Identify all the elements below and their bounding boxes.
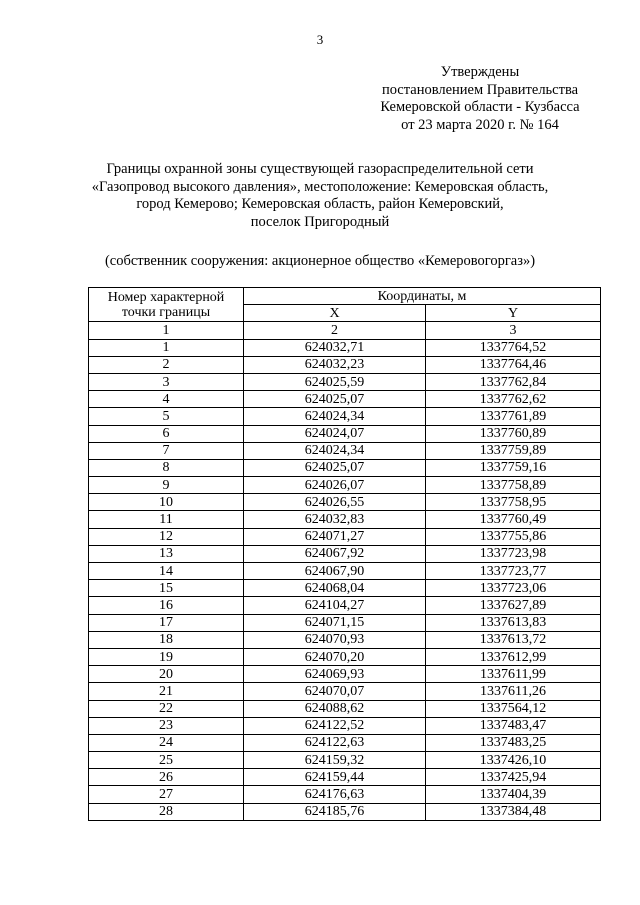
y-coordinate-cell: 1337762,84 (426, 373, 601, 390)
approval-line: Кемеровской области - Кузбасса (380, 99, 580, 115)
point-number-cell: 15 (89, 580, 244, 597)
approval-line: от 23 марта 2020 г. № 164 (401, 116, 559, 133)
point-number-cell: 20 (89, 666, 244, 683)
table-row (89, 614, 601, 631)
table-row (89, 545, 601, 562)
approval-block (360, 64, 600, 134)
header-point-line: Номер характерной (107, 289, 225, 305)
point-number-cell: 16 (89, 597, 244, 614)
column-number: 2 (244, 322, 426, 339)
approval-line: Утверждены (440, 64, 520, 80)
table-row (89, 786, 601, 803)
owner-note: (собственник сооружения: акционерное общество «Кемеровогоргаз») (104, 253, 536, 269)
table-row (89, 752, 601, 769)
header-point-number (89, 288, 244, 322)
coordinates-table (88, 287, 601, 821)
point-number-cell: 1 (89, 339, 244, 356)
y-coordinate-cell: 1337404,39 (426, 786, 601, 803)
x-coordinate-cell: 624026,07 (244, 477, 426, 494)
x-coordinate-cell: 624024,34 (244, 408, 426, 425)
table-row (89, 356, 601, 373)
x-coordinate-cell: 624088,62 (244, 700, 426, 717)
point-number-cell: 2 (89, 356, 244, 373)
x-coordinate-cell: 624068,04 (244, 580, 426, 597)
x-coordinate-cell: 624070,93 (244, 631, 426, 648)
point-number-cell: 5 (89, 408, 244, 425)
table-row (89, 391, 601, 408)
table-row (89, 511, 601, 528)
table-row (89, 803, 601, 820)
x-coordinate-cell: 624104,27 (244, 597, 426, 614)
y-coordinate-cell: 1337426,10 (426, 752, 601, 769)
y-coordinate-cell: 1337764,46 (426, 356, 601, 373)
table-row (89, 494, 601, 511)
y-coordinate-cell: 1337612,99 (426, 648, 601, 665)
y-coordinate-cell: 1337483,25 (426, 734, 601, 751)
point-number-cell: 28 (89, 803, 244, 820)
x-coordinate-cell: 624071,27 (244, 528, 426, 545)
y-coordinate-cell: 1337758,89 (426, 477, 601, 494)
x-coordinate-cell: 624067,92 (244, 545, 426, 562)
y-coordinate-cell: 1337425,94 (426, 769, 601, 786)
y-coordinate-cell: 1337723,06 (426, 580, 601, 597)
y-coordinate-cell: 1337764,52 (426, 339, 601, 356)
x-coordinate-cell: 624159,44 (244, 769, 426, 786)
table-row (89, 717, 601, 734)
table-row (89, 700, 601, 717)
point-number-cell: 12 (89, 528, 244, 545)
table-row (89, 580, 601, 597)
point-number-cell: 17 (89, 614, 244, 631)
table-header-row (89, 288, 601, 305)
y-coordinate-cell: 1337611,99 (426, 666, 601, 683)
column-number: 3 (426, 322, 601, 339)
y-coordinate-cell: 1337723,98 (426, 545, 601, 562)
x-coordinate-cell: 624070,20 (244, 648, 426, 665)
header-coordinates: Координаты, м (244, 288, 601, 305)
title-line: поселок Пригородный (250, 213, 390, 230)
y-coordinate-cell: 1337755,86 (426, 528, 601, 545)
y-coordinate-cell: 1337759,89 (426, 442, 601, 459)
page-number: 3 (316, 32, 324, 47)
point-number-cell: 3 (89, 373, 244, 390)
x-coordinate-cell: 624176,63 (244, 786, 426, 803)
x-coordinate-cell: 624024,07 (244, 425, 426, 442)
y-coordinate-cell: 1337627,89 (426, 597, 601, 614)
document-title (40, 161, 600, 231)
point-number-cell: 25 (89, 752, 244, 769)
x-coordinate-cell: 624032,71 (244, 339, 426, 356)
y-coordinate-cell: 1337611,26 (426, 683, 601, 700)
y-coordinate-cell: 1337613,72 (426, 631, 601, 648)
table-row (89, 425, 601, 442)
header-point-line: точки границы (121, 304, 211, 320)
point-number-cell: 27 (89, 786, 244, 803)
title-line: Границы охранной зоны существующей газораспределительной сети (106, 161, 534, 177)
x-coordinate-cell: 624159,32 (244, 752, 426, 769)
title-line: «Газопровод высокого давления», местоположение: Кемеровская область, (91, 178, 549, 195)
table-row (89, 666, 601, 683)
y-coordinate-cell: 1337762,62 (426, 391, 601, 408)
column-number: 1 (89, 322, 244, 339)
x-coordinate-cell: 624025,07 (244, 391, 426, 408)
header-x: X (244, 305, 426, 322)
table-row (89, 734, 601, 751)
table-row (89, 769, 601, 786)
point-number-cell: 11 (89, 511, 244, 528)
point-number-cell: 22 (89, 700, 244, 717)
point-number-cell: 14 (89, 563, 244, 580)
point-number-cell: 10 (89, 494, 244, 511)
y-coordinate-cell: 1337759,16 (426, 459, 601, 476)
table-row (89, 631, 601, 648)
table-row (89, 408, 601, 425)
x-coordinate-cell: 624032,23 (244, 356, 426, 373)
x-coordinate-cell: 624026,55 (244, 494, 426, 511)
point-number-cell: 8 (89, 459, 244, 476)
point-number-cell: 26 (89, 769, 244, 786)
y-coordinate-cell: 1337760,89 (426, 425, 601, 442)
point-number-cell: 19 (89, 648, 244, 665)
x-coordinate-cell: 624032,83 (244, 511, 426, 528)
approval-line: постановлением Правительства (381, 81, 579, 98)
x-coordinate-cell: 624067,90 (244, 563, 426, 580)
header-y: Y (426, 305, 601, 322)
y-coordinate-cell: 1337761,89 (426, 408, 601, 425)
table-row (89, 597, 601, 614)
x-coordinate-cell: 624185,76 (244, 803, 426, 820)
point-number-cell: 23 (89, 717, 244, 734)
title-line: город Кемерово; Кемеровская область, район Кемеровский, (136, 196, 504, 212)
point-number-cell: 7 (89, 442, 244, 459)
y-coordinate-cell: 1337760,49 (426, 511, 601, 528)
column-number-row (89, 322, 601, 339)
y-coordinate-cell: 1337723,77 (426, 563, 601, 580)
point-number-cell: 18 (89, 631, 244, 648)
table-row (89, 459, 601, 476)
x-coordinate-cell: 624024,34 (244, 442, 426, 459)
table-row (89, 373, 601, 390)
x-coordinate-cell: 624025,59 (244, 373, 426, 390)
table-row (89, 442, 601, 459)
point-number-cell: 9 (89, 477, 244, 494)
x-coordinate-cell: 624069,93 (244, 666, 426, 683)
y-coordinate-cell: 1337384,48 (426, 803, 601, 820)
table-row (89, 339, 601, 356)
x-coordinate-cell: 624070,07 (244, 683, 426, 700)
table-row (89, 477, 601, 494)
x-coordinate-cell: 624122,52 (244, 717, 426, 734)
y-coordinate-cell: 1337758,95 (426, 494, 601, 511)
point-number-cell: 24 (89, 734, 244, 751)
table-row (89, 528, 601, 545)
x-coordinate-cell: 624071,15 (244, 614, 426, 631)
x-coordinate-cell: 624122,63 (244, 734, 426, 751)
table-row (89, 683, 601, 700)
table-row (89, 563, 601, 580)
point-number-cell: 6 (89, 425, 244, 442)
y-coordinate-cell: 1337564,12 (426, 700, 601, 717)
table-row (89, 648, 601, 665)
point-number-cell: 4 (89, 391, 244, 408)
y-coordinate-cell: 1337613,83 (426, 614, 601, 631)
x-coordinate-cell: 624025,07 (244, 459, 426, 476)
y-coordinate-cell: 1337483,47 (426, 717, 601, 734)
point-number-cell: 21 (89, 683, 244, 700)
point-number-cell: 13 (89, 545, 244, 562)
